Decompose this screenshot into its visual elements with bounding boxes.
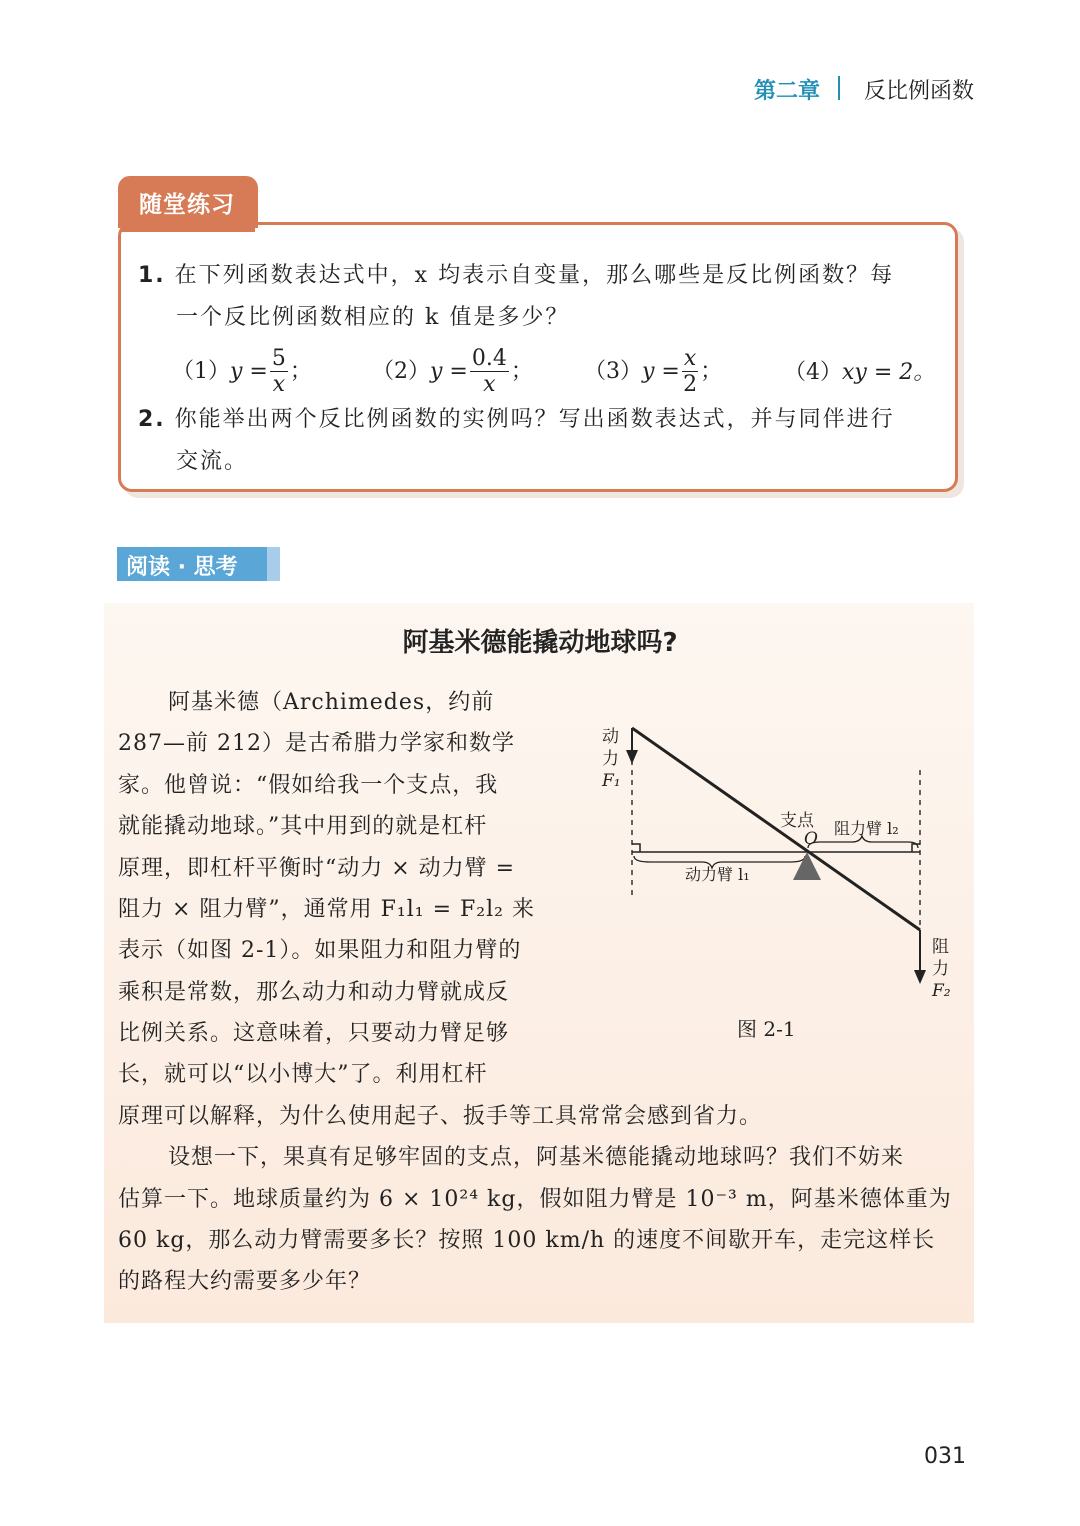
question-1-number: 1. [138,263,166,288]
reading-tab-label: 阅读 · 思考 [126,555,238,580]
item-label: （4） [784,360,842,385]
left-right-angle [632,844,640,852]
paragraph-2-line-3: 60 kg，那么动力臂需要多长？按照 100 km/h 的速度不间歇开车，走完这样长 [118,1228,936,1253]
paragraph-1-line-9: 比例关系。这意味着，只要动力臂足够 [118,1021,510,1046]
question-1-text-1: 在下列函数表达式中，x 均表示自变量，那么哪些是反比例函数？每 [174,263,895,288]
item-lhs: y = [230,359,268,384]
chapter-label: 第二章 [754,79,821,104]
fulcrum-label: 支点 [780,811,814,831]
function-item-4 [784,355,935,386]
numerator: 0.4 [471,346,507,371]
paragraph-1-line-4: 就能撬动地球。”其中用到的就是杠杆 [118,814,488,839]
force-2-label-3: F₂ [932,981,951,1001]
question-2-line-1 [138,402,895,433]
figure-caption: 图 2-1 [737,1017,796,1041]
item-tail: ； [700,359,723,384]
paragraph-1-line-7: 表示（如图 2-1）。如果阻力和阻力臂的 [118,938,522,963]
force-2-label-2: 力 [932,959,949,979]
item-label: （2） [372,359,430,384]
reading-title: 阿基米德能撬动地球吗? [402,628,678,658]
function-item-2 [372,348,533,396]
paragraph-1-line-8: 乘积是常数，那么动力和动力臂就成反 [118,980,510,1005]
denominator: 2 [683,372,698,397]
item-label: （3） [584,359,642,384]
paragraph-1-line-2: 287—前 212）是古希腊力学家和数学 [118,731,515,756]
item-lhs: y = [642,359,680,384]
resist-arm-label: 阻力臂 l₂ [834,819,899,838]
lever-diagram [590,700,970,1010]
denominator: x [483,372,496,397]
force-1-arrowhead [626,750,638,764]
paragraph-2-line-4: 的路程大约需要多少年？ [118,1269,372,1294]
question-1-line-2: 一个反比例函数相应的 k 值是多少？ [176,305,570,330]
page-number: 031 [924,1444,966,1469]
item-expr: xy = 2。 [842,360,936,385]
paragraph-1-line-3: 家。他曾说：“假如给我一个支点，我 [118,773,499,798]
force-2-arrowhead [914,970,926,984]
paragraph-2-line-2: 估算一下。地球质量约为 6 × 10²⁴ kg，假如阻力臂是 10⁻³ m，阿基米德体重为 [118,1187,952,1212]
paragraph-1-line-5: 原理，即杠杆平衡时“动力 × 动力臂 = [118,856,516,881]
fraction [270,348,288,396]
paragraph-1-line-10: 长，就可以“以小博大”了。利用杠杆 [118,1062,488,1087]
paragraph-1-line-1: 阿基米德（Archimedes，约前 [168,690,495,715]
right-right-angle [912,844,920,852]
point-o-label: O [804,829,818,849]
power-arm-label: 动力臂 l₁ [685,865,750,884]
question-2-text-1: 你能举出两个反比例函数的实例吗？写出函数表达式，并与同伴进行 [174,407,895,432]
item-tail: ； [289,359,312,384]
header-separator [838,76,840,100]
paragraph-2-line-1: 设想一下，果真有足够牢固的支点，阿基米德能撬动地球吗？我们不妨来 [168,1145,905,1170]
function-item-1 [172,348,312,396]
paragraph-1-line-6: 阻力 × 阻力臂”，通常用 F₁l₁ = F₂l₂ 来 [118,897,535,922]
exercise-tab-joint [121,222,255,232]
item-tail: ； [510,359,533,384]
paragraph-1-line-11: 原理可以解释，为什么使用起子、扳手等工具常常会感到省力。 [118,1104,763,1129]
question-2-number: 2. [138,407,166,432]
fraction [682,348,698,396]
fraction [470,348,509,396]
force-2-label-1: 阻 [932,937,949,957]
item-label: （1） [172,359,230,384]
force-1-label-1: 动 [602,727,619,747]
function-item-3 [584,348,722,396]
question-1-line-1 [138,258,894,289]
force-1-label-2: 力 [602,749,619,769]
question-2-line-2: 交流。 [176,449,249,474]
exercise-tab-label: 随堂练习 [139,192,235,218]
item-lhs: y = [430,359,468,384]
chapter-title: 反比例函数 [864,79,975,104]
numerator: x [683,346,697,371]
force-1-label-3: F₁ [602,771,621,791]
numerator: 5 [271,346,286,371]
denominator: x [272,372,286,397]
